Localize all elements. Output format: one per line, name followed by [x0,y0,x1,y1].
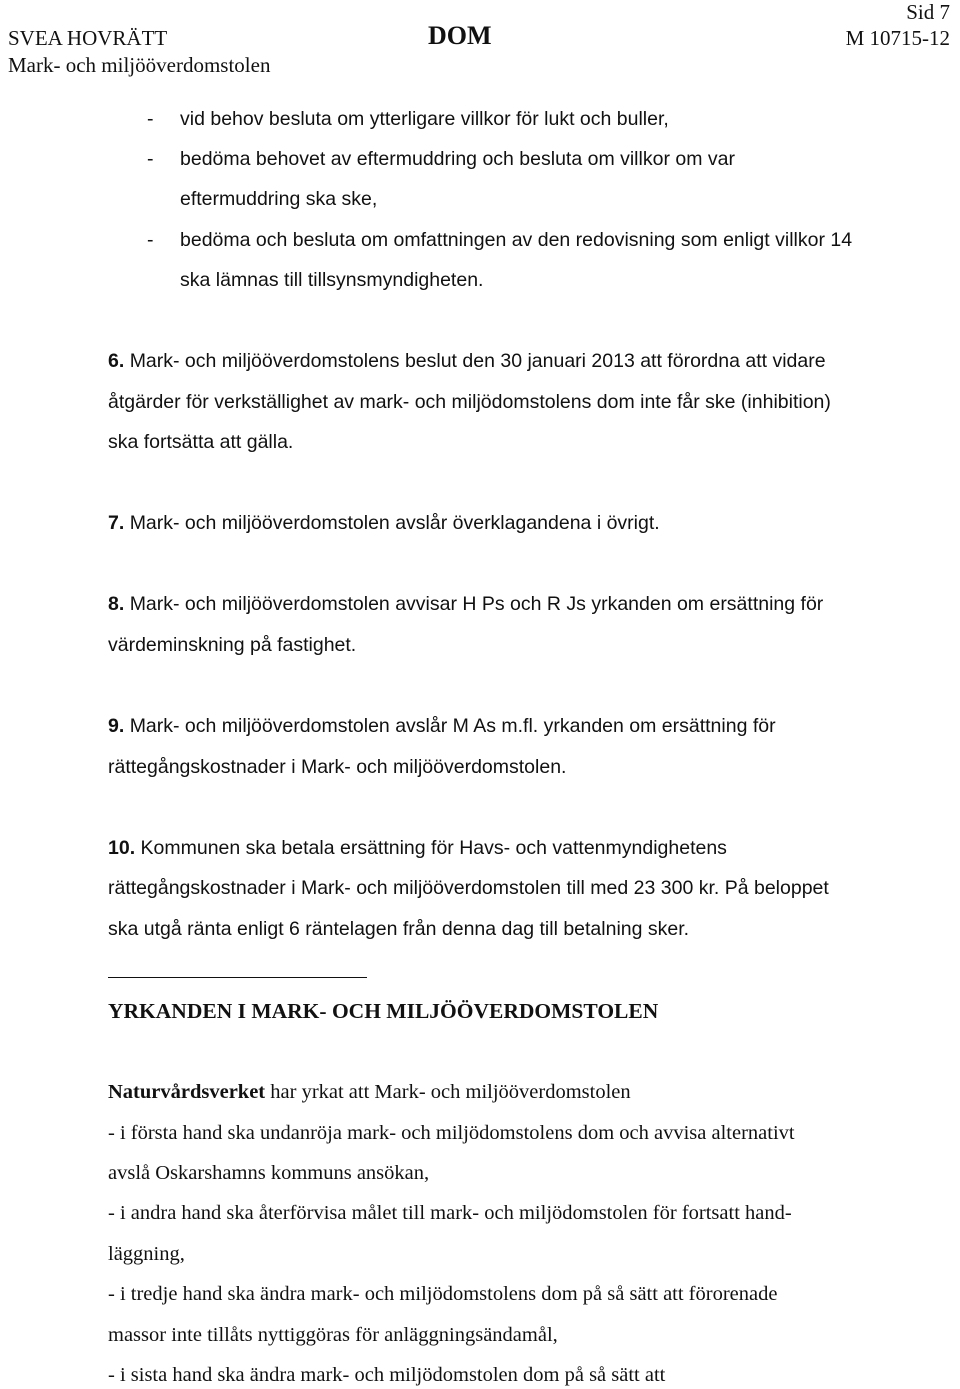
claim-line: - i tredje hand ska ändra mark- och miljödomstolens dom på så sätt att förorenade [108,1283,778,1305]
bullet-dash: - [147,148,154,170]
bullet-text: bedöma och besluta om omfattningen av den redovisning som enligt villkor 14 [180,229,853,251]
item-text: åtgärder för verkställighet av mark- och miljödomstolens dom inte får ske (inhibition) [108,391,831,413]
page-number: Sid 7 [906,0,950,24]
case-number: M 10715-12 [845,26,950,50]
party-name: Naturvårdsverket [108,1081,266,1103]
item-text: rättegångskostnader i Mark- och miljööverdomstolen. [108,756,567,778]
item-number: 8. [108,593,125,615]
item-text: värdeminskning på fastighet. [108,634,357,656]
department-name: Mark- och miljööverdomstolen [8,53,271,77]
claim-line: - i andra hand ska återförvisa målet till mark- och miljödomstolen för fortsatt hand- [108,1202,792,1224]
document-type: DOM [428,21,492,50]
section-heading: YRKANDEN I MARK- OCH MILJÖÖVERDOMSTOLEN [108,999,659,1023]
claim-line: - i sista hand ska ändra mark- och miljödomstolen dom på så sätt att [108,1364,666,1386]
claim-line: - i första hand ska undanröja mark- och miljödomstolens dom och avvisa alternativt [108,1122,795,1144]
item-number: 7. [108,512,125,534]
bullet-text: eftermuddring ska ske, [180,188,378,210]
item-text: ska utgå ränta enligt 6 räntelagen från denna dag till betalning sker. [108,918,690,940]
item-text: ska fortsätta att gälla. [108,431,294,453]
court-name: SVEA HOVRÄTT [8,26,168,50]
claim-line: massor inte tillåts nyttiggöras för anläggningsändamål, [108,1324,558,1346]
bullet-text: bedöma behovet av eftermuddring och besluta om villkor om var [180,148,735,170]
item-text: Mark- och miljööverdomstolens beslut den 30 januari 2013 att förordna att vidare [129,350,826,372]
claim-line: avslå Oskarshamns kommuns ansökan, [108,1162,430,1184]
item-number: 9. [108,715,125,737]
bullet-text: vid behov besluta om ytterligare villkor för lukt och buller, [180,108,669,130]
bullet-dash: - [147,229,154,251]
bullet-dash: - [147,108,154,130]
claim-line: läggning, [108,1243,185,1265]
bullet-text: ska lämnas till tillsynsmyndigheten. [180,269,484,291]
item-text: Mark- och miljööverdomstolen avslår överklagandena i övrigt. [129,512,660,534]
item-text: Mark- och miljööverdomstolen avslår M As m.fl. yrkanden om ersättning för [129,715,776,737]
item-number: 6. [108,350,125,372]
item-text: rättegångskostnader i Mark- och miljööverdomstolen till med 23 300 kr. På beloppet [108,877,829,899]
item-text: Kommunen ska betala ersättning för Havs- och vattenmyndighetens [140,837,727,859]
section-divider [108,977,367,978]
item-text: Mark- och miljööverdomstolen avvisar H Ps och R Js yrkanden om ersättning för [129,593,824,615]
item-number: 10. [108,837,136,859]
intro-text: har yrkat att Mark- och miljööverdomstolen [265,1081,631,1103]
